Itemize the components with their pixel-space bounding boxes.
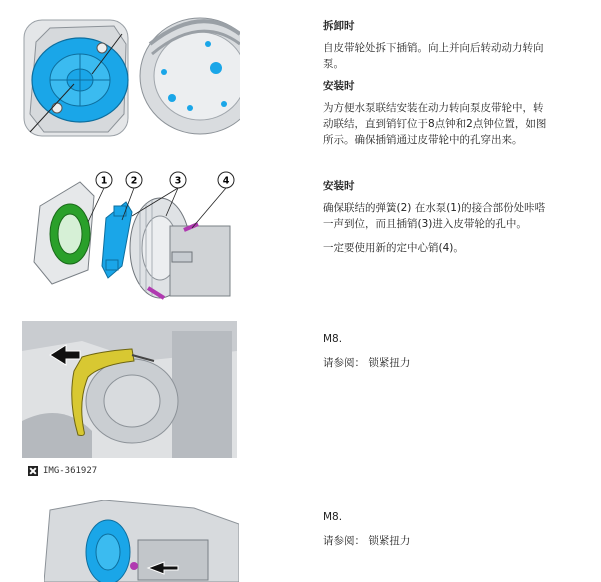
torque-1-ref: 请参阅： 锁紧扭力 — [323, 357, 411, 369]
step-install-1-text: 为方便水泵联结安装在动力转向泵皮带轮中，转动联结，直到销钉位于8点钟和2点钟位置，如图所示。确保插销通过皮带轮中的孔穿出来。 — [323, 102, 547, 146]
step-install-2-text1: 确保联结的弹簧(2) 在水泵(1)的接合部份处咔嗒一声到位，而且插销(3)进入皮带轮的孔中。 — [323, 202, 546, 230]
step-install-1 — [323, 78, 553, 156]
torque-2-ref: 请参阅： 锁紧扭力 — [323, 535, 411, 547]
callout-2: 2 — [130, 175, 138, 187]
torque-1-spec: M8. — [323, 333, 343, 345]
step-install-2-heading: 安装时 — [323, 180, 355, 192]
broken-image-icon — [28, 466, 38, 476]
image-id-text: IMG-361927 — [43, 466, 98, 476]
torque-2-spec: M8. — [323, 511, 343, 523]
step-install-1-heading: 安装时 — [323, 80, 355, 92]
step-removal-text: 自皮带轮处拆下插销。向上并向后转动动力转向泵。 — [323, 42, 544, 70]
step-removal-heading: 拆卸时 — [323, 20, 355, 32]
figure-pulley-pin — [44, 500, 239, 582]
figure-pump-coupling — [22, 14, 240, 142]
figure-exploded-view — [22, 166, 240, 306]
figure-engine-bay-bracket — [22, 321, 237, 458]
step-removal — [323, 18, 553, 80]
torque-spec-1 — [323, 331, 553, 379]
step-install-2-text2: 一定要使用新的定中心销(4)。 — [323, 242, 464, 254]
callout-3: 3 — [174, 175, 182, 187]
callout-4: 4 — [222, 175, 230, 187]
torque-spec-2 — [323, 509, 553, 557]
image-id-caption — [28, 466, 97, 476]
callout-1: 1 — [100, 175, 108, 187]
step-install-2 — [323, 178, 553, 264]
